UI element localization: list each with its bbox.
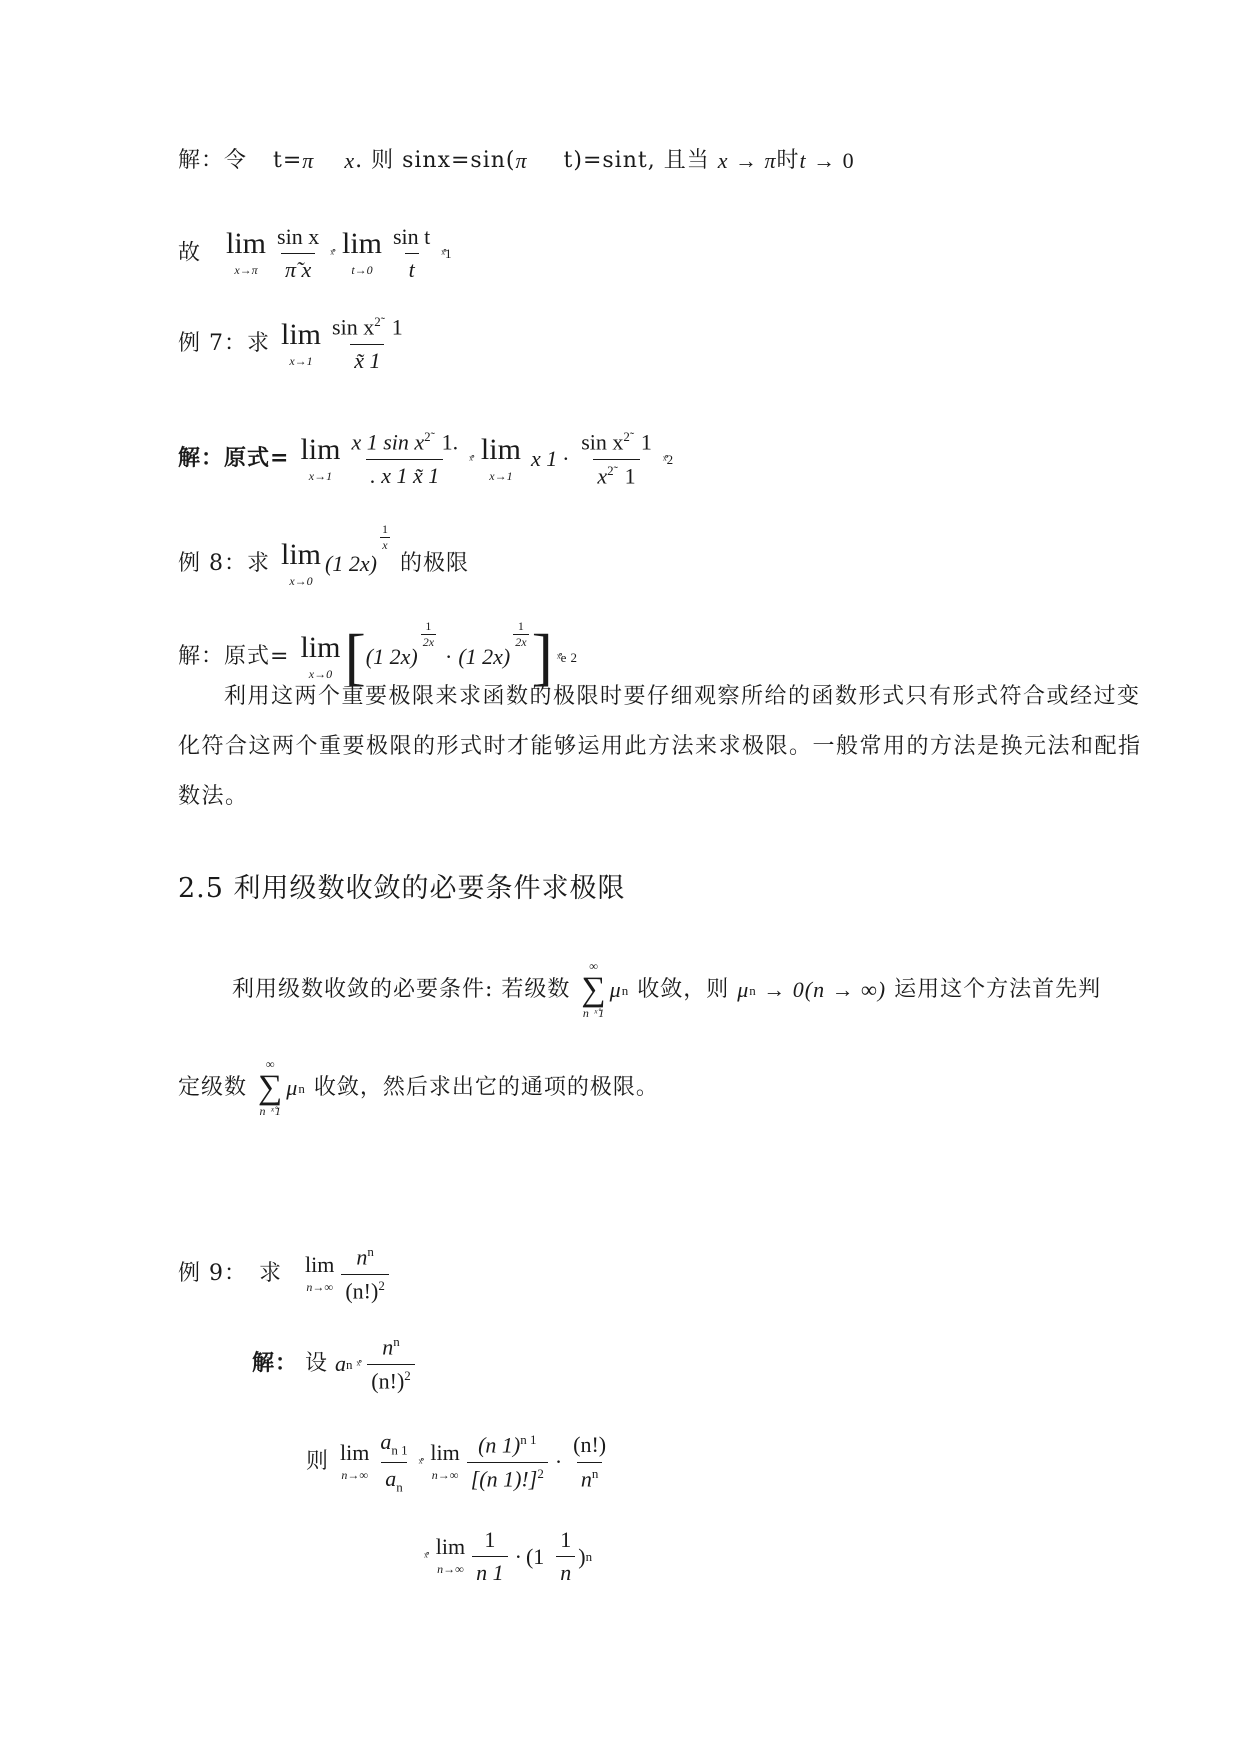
solution-7-formula: lim x→1 $\frac{x 1 \sin x^{2̃} 1.}{. x 1 x̃ 1}$ ˣ̊̊ lim x→1 x 1 · $\frac{\sin x^{2̃} 1}{x^{2̃} 1}$ ˣ̊̊2	[300, 429, 674, 488]
example-8-formula: lim x→0 (1 2x) $\frac{1}{x}$	[281, 522, 388, 588]
math-text: 2x	[515, 635, 527, 650]
math-text: n	[585, 1549, 593, 1565]
sum-operator: ∞ ∑ n ˣ̊1	[581, 959, 607, 1021]
zero: 0	[842, 148, 855, 173]
math-text: n	[749, 982, 757, 998]
math-text: t→0	[351, 263, 373, 278]
final-line	[420, 1528, 592, 1585]
math-text: ∞	[589, 959, 599, 973]
math-text: n	[382, 1334, 394, 1360]
math-text: 2̃	[374, 314, 381, 329]
math-text: t	[408, 257, 415, 283]
math-text: n 1	[391, 1442, 408, 1458]
solution-7-label: 解：原式=	[178, 445, 290, 472]
math-text: → 0(n → ∞)	[763, 977, 887, 1003]
solution-8-label: 解：原式=	[178, 644, 290, 669]
var-x: x	[717, 148, 729, 173]
example-8-label: 例 8：求	[178, 551, 270, 577]
math-text: a	[385, 1465, 397, 1491]
math-text: . x 1 x̃ 1	[370, 462, 440, 488]
gu-formula	[222, 225, 456, 282]
math-text: a	[335, 1351, 347, 1377]
solution-9-label: 解：	[252, 1350, 299, 1377]
pi-symbol: π	[515, 148, 528, 173]
ratio-line	[306, 1430, 613, 1494]
text: 利用级数收敛的必要条件: 若级数	[232, 977, 571, 1003]
math-text: x→1	[308, 468, 333, 483]
text: 运用这个方法首先判	[894, 977, 1102, 1003]
math-text: ·	[514, 1543, 522, 1569]
math-text: (n!)	[573, 1432, 607, 1458]
math-text: 2̃	[607, 462, 614, 478]
then-label: 则	[306, 1449, 330, 1475]
text: t)=sint, 且当	[563, 148, 710, 173]
pi-symbol: π	[764, 148, 777, 173]
math-text: 1	[425, 619, 432, 633]
math-text: 2	[378, 1277, 385, 1293]
math-text: )	[578, 1543, 586, 1569]
math-text: ∞	[265, 1057, 276, 1071]
math-text: 1	[517, 619, 524, 633]
math-text: 1	[560, 1527, 572, 1552]
text: 时	[776, 148, 800, 173]
math-text: sin x	[581, 429, 624, 455]
math-text: μ	[609, 977, 622, 1003]
math-text: n	[298, 1080, 306, 1096]
math-text: (1 2x)	[365, 644, 418, 669]
text: . 则 sinx=sin(	[355, 148, 516, 173]
math-text: n 1	[476, 1560, 504, 1586]
solution-9-line	[252, 1335, 418, 1393]
solution-7-line	[178, 430, 677, 488]
math-text: 1	[640, 429, 652, 455]
math-text: μ	[286, 1075, 299, 1101]
example-7-formula: lim x→1 $\frac{\sin x^{2̃} 1}{x̃ 1}$	[281, 314, 403, 373]
math-text: ·	[445, 644, 453, 669]
math-text: ˣ̊̊	[356, 1356, 361, 1372]
math-text: [(n 1)!]	[470, 1466, 538, 1492]
math-text: a	[380, 1429, 392, 1454]
math-text: 2̃	[424, 429, 431, 445]
example-9-label: 例 9： 求	[178, 1261, 282, 1287]
solution-9-formula	[335, 1335, 418, 1393]
math-text: n	[396, 1479, 403, 1495]
section-heading: 2.5 利用级数收敛的必要条件求极限	[178, 873, 626, 904]
example-9-formula: lim n→∞ $\frac{n^n}{(n!)^2}$	[301, 1245, 392, 1303]
math-text: 1.	[441, 429, 459, 455]
example-8-line	[178, 522, 469, 588]
math-text: x→0	[308, 666, 333, 681]
arrow: →	[813, 148, 837, 173]
text: 设	[305, 1351, 329, 1377]
math-text: 1	[484, 1527, 496, 1552]
pi-symbol: π	[302, 148, 315, 173]
math-text: (1 2x)	[458, 644, 511, 669]
math-text: ˣ̊̊2	[662, 451, 674, 467]
math-text: (n!)	[371, 1367, 405, 1393]
gu-formula-line	[178, 225, 456, 282]
math-text: 1	[624, 462, 636, 488]
condition-line-1	[232, 960, 1101, 1020]
text: 收敛，则	[637, 977, 730, 1003]
arrow: →	[734, 148, 758, 173]
var-t: t	[799, 148, 807, 173]
example-7-label: 例 7：求	[178, 330, 270, 356]
fraction	[273, 225, 323, 282]
text: 收敛，然后求出它的通项的极限。	[313, 1075, 659, 1101]
math-text: 2	[537, 1465, 544, 1481]
math-text: sin x	[332, 314, 375, 340]
solution-8-formula: lim x→0 [ (1 2x) $\frac{1}{2x}$ · (1 2x) $\frac{1}{2x}$ ] ˣ̊̊e 2	[300, 619, 577, 692]
math-text: n	[621, 982, 630, 998]
math-text: n→∞	[341, 1467, 368, 1482]
math-text: n	[580, 1465, 592, 1491]
math-text: 1	[381, 522, 388, 536]
math-text: x 1 ·	[530, 446, 569, 472]
text: t=	[273, 148, 303, 173]
math-text: x→1	[289, 353, 313, 368]
math-text: 2x	[422, 635, 435, 650]
math-text: n	[367, 1244, 374, 1259]
math-text: n	[393, 1334, 400, 1349]
math-text: n	[591, 1465, 599, 1481]
var-x: x	[344, 148, 356, 173]
math-text: ·	[554, 1449, 563, 1475]
equals-sign: ˣ̊̊1	[441, 246, 452, 262]
math-text: 2	[570, 649, 577, 665]
math-text: π̃ x	[284, 257, 312, 283]
math-text: n 1	[520, 1432, 537, 1448]
math-text: 1	[391, 314, 403, 340]
math-text: ˣ̊̊	[469, 451, 473, 467]
math-text: x	[597, 462, 608, 488]
math-text: (1	[525, 1543, 545, 1569]
math-text: n→∞	[306, 1279, 333, 1294]
math-text: sin x	[277, 224, 320, 249]
ratio-formula: lim n→∞ $\frac{a_{n 1}}{a_n}$ ˣ̊̊ lim n→∞ $\frac{(n 1)^{n 1}}{[(n 1)!]^2}$ · $\frac{(n!)}{n^n}$	[336, 1430, 613, 1494]
math-text: n	[346, 1356, 353, 1372]
math-text: n	[560, 1560, 572, 1586]
explanation-paragraph: 利用这两个重要极限来求函数的极限时要仔细观察所给的函数形式只有形式符合或经过变化符合这两个重要极限的形式时才能够运用此方法来求极限。一般常用的方法是换元法和配指数法。	[178, 684, 1142, 809]
math-text: (n!)	[345, 1277, 379, 1303]
math-text: sin t	[393, 224, 431, 249]
math-text: 2	[404, 1367, 411, 1383]
limit-operator: lim x→π	[226, 227, 267, 278]
fraction	[389, 225, 434, 282]
solution-substitution-line	[178, 150, 855, 172]
math-text: x→π	[234, 263, 258, 278]
math-text: (n 1)	[478, 1432, 521, 1458]
math-text: x̃ 1	[354, 347, 381, 373]
math-text: ˣ̊̊	[424, 1549, 428, 1565]
sum-operator: ∞ ∑ n ˣ̊1	[258, 1057, 284, 1119]
example-8-suffix: 的极限	[399, 551, 469, 577]
math-text: n→∞	[431, 1467, 459, 1482]
limit-operator: lim t→0	[341, 227, 382, 278]
text: 定级数	[178, 1075, 248, 1101]
example-7-line	[178, 315, 410, 373]
gu-label: 故	[178, 240, 202, 266]
math-text: x→0	[289, 574, 313, 588]
condition-line-2	[178, 1058, 659, 1118]
solution-label: 解：令	[178, 148, 248, 173]
math-text: n→∞	[437, 1562, 464, 1577]
math-text: (1 2x)	[325, 551, 377, 577]
example-9-line	[178, 1245, 392, 1303]
equals-sign: ˣ̊̊	[330, 246, 334, 262]
math-text: x 1 sin x	[351, 429, 425, 455]
math-text: ˣ̊̊e	[556, 649, 567, 665]
math-text: 2̃	[623, 429, 630, 444]
math-text: μ	[737, 977, 750, 1003]
math-text: x	[382, 538, 388, 553]
math-text: n	[356, 1244, 368, 1270]
math-text: x→1	[489, 468, 513, 483]
math-text: ˣ̊̊	[418, 1454, 423, 1470]
math-text: n ˣ̊1	[582, 1006, 606, 1021]
final-formula: ˣ̊̊ lim n→∞ $\frac{1}{n 1}$ · (1 $\frac{1}{n}$ ) n	[424, 1527, 593, 1586]
math-text: n ˣ̊1	[259, 1104, 282, 1119]
